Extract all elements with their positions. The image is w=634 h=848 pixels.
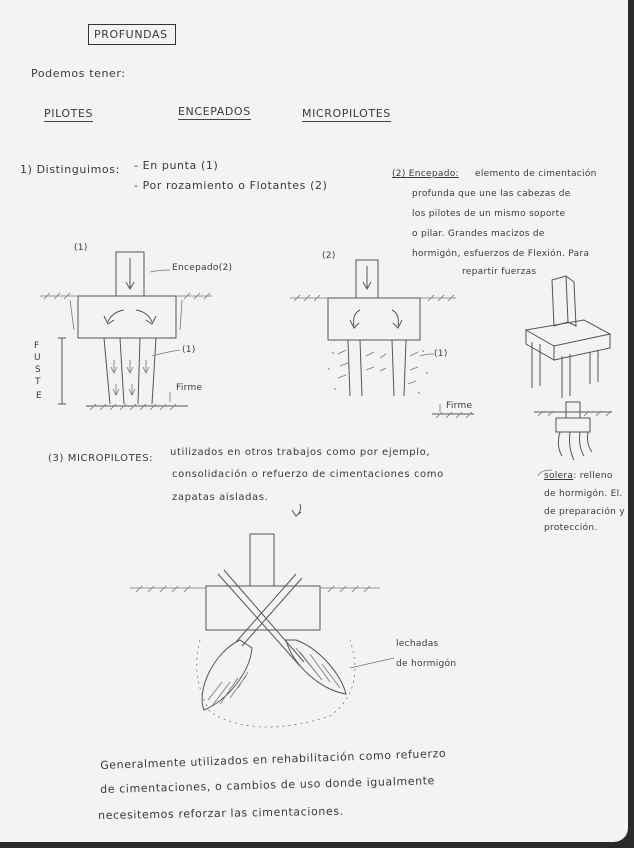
encepado-line-3: los pilotes de un mismo soporte xyxy=(412,209,566,219)
encepado-3d-sketch xyxy=(526,276,612,476)
intro-text: Podemos tener: xyxy=(31,67,126,80)
diagram1-firme-label: Firme xyxy=(176,383,203,393)
fuste-letter-4: T xyxy=(35,377,41,387)
encepado-line-5: hormigón, esfuerzos de Flexión. Para xyxy=(412,249,590,259)
micropile-sketch xyxy=(130,504,394,727)
diagram1-number: (1) xyxy=(74,243,88,253)
solera-term: solera xyxy=(544,471,574,481)
encepado-term-text: (2) Encepado: xyxy=(392,169,459,179)
lechadas-label-2: de hormigón xyxy=(396,659,457,669)
diagram2-firme-label: Firme xyxy=(446,401,473,411)
solera-note-line-3: de preparación y xyxy=(544,507,625,517)
distinguish-item-friction: - Por rozamiento o Flotantes (2) xyxy=(134,179,328,192)
diagram1-encepado-label: Encepado(2) xyxy=(172,263,233,273)
fuste-letter-2: U xyxy=(34,353,41,363)
fuste-letter-3: S xyxy=(35,365,42,375)
solera-note-line-4: protección. xyxy=(544,523,598,533)
diagram-friction-pile xyxy=(290,260,474,418)
micropilotes-lead: (3) MICROPILOTES: xyxy=(48,453,154,464)
type-pilotes: PILOTES xyxy=(44,107,94,120)
encepado-line-4: o pilar. Grandes macizos de xyxy=(412,229,545,239)
fuste-letter-1: F xyxy=(34,341,40,351)
micropilotes-line-3: zapatas aisladas. xyxy=(172,492,269,503)
page-title: PROFUNDAS xyxy=(94,28,168,41)
encepado-term xyxy=(392,170,459,179)
encepado-line-2: profunda que une las cabezas de xyxy=(412,189,571,199)
solera-line-1-text: : relleno xyxy=(573,471,613,481)
distinguish-item-end: - En punta (1) xyxy=(134,159,219,172)
fuste-letter-5: E xyxy=(36,391,42,401)
conclusion-line-2: de cimentaciones, o cambios de uso donde igualmente xyxy=(99,774,436,796)
conclusion-line-3: necesitemos reforzar las cimentaciones. xyxy=(97,804,344,822)
encepado-line-6: repartir fuerzas xyxy=(462,267,537,277)
diagram2-number: (2) xyxy=(322,251,336,261)
diagram2-pile-label: (1) xyxy=(434,349,448,359)
distinguish-lead: 1) Distinguimos: xyxy=(20,163,120,176)
micropilotes-line-1: utilizados en otros trabajos como por ejemplo, xyxy=(170,447,431,458)
type-micropilotes: MICROPILOTES xyxy=(302,107,391,120)
encepado-line-1: elemento de cimentación xyxy=(475,169,597,179)
solera-note-line-2: de hormigón. El. xyxy=(544,489,623,499)
micropilotes-line-2: consolidación o refuerzo de cimentaciones como xyxy=(172,469,444,480)
diagram1-pile-label: (1) xyxy=(182,345,196,355)
type-encepados: ENCEPADOS xyxy=(178,105,251,118)
solera-note-line-1 xyxy=(544,472,613,481)
lechadas-label-1: lechadas xyxy=(396,639,439,649)
conclusion-line-1: Generalmente utilizados en rehabilitación como refuerzo xyxy=(99,746,447,772)
